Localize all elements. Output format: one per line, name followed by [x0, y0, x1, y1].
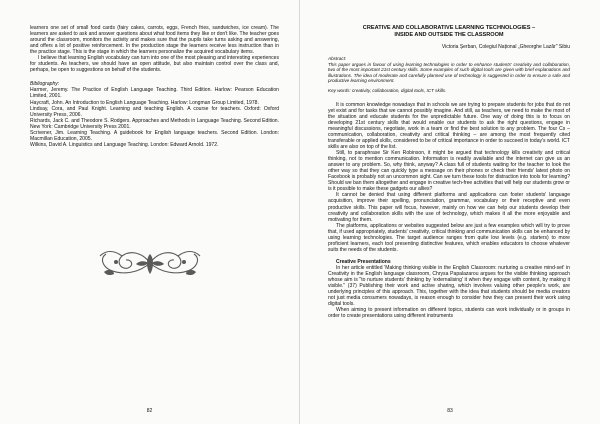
floral-ornament-icon: [96, 244, 204, 282]
body-paragraph-3: It cannot be denied that using different platforms and applications can foster students' language acquisition, improve their spelling, pronunciation, grammar, vocabulary or their receptive and even productive skills. This paper will focus, however, mainly on how we can help our students develop their creativity and collaboration skills with the use of technology, which makes it all the more enjoyable and motivating for them.: [328, 192, 570, 223]
page-number-right: 83: [447, 408, 453, 414]
abstract-text: This paper argues in favour of using learning technologies in order to enhance students' creativity and collaboration, two of the most important 21st century skills. Some examples of such digital tools are given with brief explanations and illustrations. The idea of moderate and carefully planned use of technology is suggested in order to ensure a safe and productive learning environment.: [328, 62, 570, 84]
left-paragraph-1: learners one set of small food cards (fairy cakes, carrots, eggs, French fries, sandwiches, ice cream). The learners are asked to ask and answer questions about what food items they like or don't like. The teacher goes around the classroom, monitors the activity and makes sure that the pupils take turns asking and answering, and offers a lot of positive reinforcement. In the production stage the learners receive less instruction than in the practice stage. This is the stage in which the learners personalize the acquired vocabulary items.: [30, 25, 279, 56]
section-heading: Creative Presentations: [336, 258, 391, 265]
body-paragraph-4: The platforms, applications or websites suggested below are just a few examples which will try to prove that, if used appropriately, students' creativity, critical thinking and communication skills can be enhanced by using learning technologies. The target audience ranges from quite low levels (e.g. starters) to more proficient learners, each tool presenting distinctive features, which enables educators to choose whatever suits the needs of the students.: [328, 222, 570, 253]
article-title: [328, 25, 570, 39]
bibliography-entry: Scrivener, Jim. Learning Teaching. A guidebook for English language teachers. Second Edition. London: Macmillan Education, 2005.: [30, 129, 279, 142]
body-paragraph-2: Still, to paraphrase Sir Ken Robinson, it might be argued that technology kills creativity and critical thinking, not to mention communication. Information is readily available and the internet can give us an answer to any problem. So, why think, anyway? A class full of students waiting for the teacher to look the other way so that they can quickly type a message on their phones or check their friends' latest photo on Facebook is probably not an uncommon sight. Can we turn these tools for distraction into tools for learning? Should we ban them altogether and engage in creative tech-free activities that will help our students grow or is it possible to make these gadgets our allies?: [328, 150, 570, 193]
body-paragraph-5: In her article entitled 'Making thinking visible in the English Classroom: nurturing a creative mind-set' in Creativity in the English language classroom, Chrysa Papalazarou argues for the visible thinking approach whose aim is "to nurture students' thinking by 'externalising' it when they engage with content, by making it visible." (37) Publishing their work and active sharing, which involves valuing other people's work, are underlying principles of this approach. This, together with the idea that students should be media creators not just media consumers nowadays, is reason enough to consider how they can present their work using digital tools.: [328, 264, 570, 308]
article-author: Victoria Șerban, Colegiul Național „Gheorghe Lazăr" Sibiu: [441, 44, 570, 50]
bibliography-title: Bibliography:: [30, 81, 60, 88]
abstract-label: Abstract:: [328, 56, 347, 61]
left-paragraph-2: I believe that learning English vocabulary can turn into one of the most pleasing and interesting experiences for students. As teachers, we should have an open attitude, but also maintain control over the class and, perhaps, be open to suggestions on behalf of the students.: [30, 55, 279, 74]
article-title-line-2: INSIDE AND OUTSIDE THE CLASSROOM: [394, 32, 504, 38]
bibliography-entry: Haycraft, John. An Introduction to English Language Teaching. Harlow: Longman Group Limited, 1978.: [30, 99, 259, 106]
right-page: [300, 0, 600, 424]
bibliography-entry: Richards, Jack C. and Theodore S. Rodgers. Approaches and Methods in Language Teaching. Second Edition. New York: Cambridge University Press 2001.: [30, 117, 279, 130]
keywords-text: Key words: creativity, collaboration, digital tools, ICT skills.: [328, 87, 447, 93]
bibliography-entry: Harmer, Jeremy. The Practice of English Language Teaching. Third Edition. Harlow: Pearson Education Limited, 2001.: [30, 87, 279, 100]
bibliography-entry: Lindsay, Cora, and Paul Knight. Learning and teaching English. A course for teachers. Oxford: Oxford University Press, 2006.: [30, 105, 279, 118]
bibliography-entry: Wilkins, David A. Linguistics and Language Teaching. London: Edward Arnold. 1972.: [30, 141, 219, 148]
bibliography-list: [30, 87, 279, 147]
body-paragraph-1: It is common knowledge nowadays that in schools we are trying to prepare students for jobs that do not yet exist and for tasks that we cannot possibly imagine. And still, as teachers, we need to make the most of the situation and educate students for the unpredictable future. One way of doing this is to focus on developing 21st century skills that would enable our students to ask the right questions, engage in meaningful discussions, negotiate, work in a team or find the best solution to any problem. The four Cs – communication, collaboration, creativity and critical thinking – are among the most frequently cited transferable or applied skills, considered to be of critical importance in order to succeed in today's world. ICT skills are also on top of the list.: [328, 101, 570, 151]
body-paragraph-6: When aiming to present information on different topics, students can work individually or in groups in order to create presentations using different instruments: [328, 307, 570, 320]
page-number-left: 82: [146, 408, 153, 414]
article-title-line-1: CREATIVE AND COLLABORATIVE LEARNING TECHNOLOGIES –: [362, 25, 536, 31]
